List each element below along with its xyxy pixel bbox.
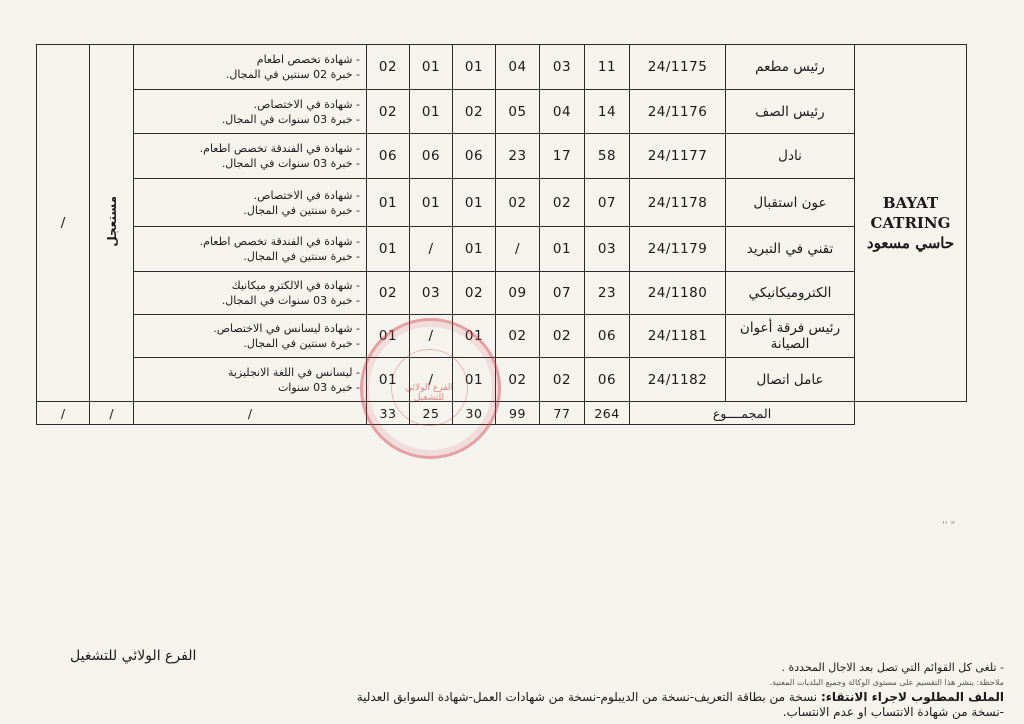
count-cell: 02 (496, 315, 540, 358)
count-cell: 03 (585, 227, 630, 272)
total-label: المجمــــوع (630, 402, 855, 425)
count-cell: 02 (367, 45, 410, 90)
count-cell: 07 (540, 272, 585, 315)
count-cell: / (496, 227, 540, 272)
total-cell: 33 (367, 402, 410, 425)
requirements-cell: - شهادة في الاختصاص. - خبرة 03 سنوات في المجال. (134, 90, 367, 134)
count-cell: / (410, 358, 453, 402)
count-cell: 01 (453, 315, 496, 358)
count-cell: 02 (540, 315, 585, 358)
count-cell: 01 (453, 227, 496, 272)
requirements-cell: - شهادة في الفندقة تخصص اطعام. - خبرة سنتين في المجال. (134, 227, 367, 272)
count-cell: 02 (496, 179, 540, 227)
count-cell: 04 (540, 90, 585, 134)
count-cell: 23 (585, 272, 630, 315)
count-cell: 06 (585, 358, 630, 402)
notes-block (304, 660, 1004, 720)
note-deadline: - تلغى كل القوائم التي تصل بعد الاجال المحددة . (781, 661, 1004, 674)
table-row (37, 272, 967, 315)
count-cell: 01 (410, 179, 453, 227)
table-row (37, 358, 967, 402)
count-cell: 01 (410, 90, 453, 134)
offer-code: 24/1180 (630, 272, 726, 315)
count-cell: 01 (453, 45, 496, 90)
total-cell: 264 (585, 402, 630, 425)
table-row (37, 179, 967, 227)
count-cell: 01 (453, 179, 496, 227)
table-row (37, 90, 967, 134)
offer-code: 24/1181 (630, 315, 726, 358)
count-cell: 07 (585, 179, 630, 227)
requirements-cell: - شهادة في الاختصاص. - خبرة سنتين في المجال. (134, 179, 367, 227)
job-title: رئيس مطعم (726, 45, 855, 90)
count-cell: 01 (367, 358, 410, 402)
count-cell: 01 (540, 227, 585, 272)
note-publication: ملاحظة: ينشر هذا التقسيم على مستوى الوكالة وجميع البلديات المعنية. (769, 678, 1004, 687)
note-affiliation: -نسخة من شهادة الانتساب او عدم الانتساب. (782, 705, 1004, 719)
total-cell: 25 (410, 402, 453, 425)
table-row (37, 227, 967, 272)
count-cell: 02 (540, 358, 585, 402)
total-slash: / (134, 402, 367, 425)
count-cell: 05 (496, 90, 540, 134)
count-cell: 02 (496, 358, 540, 402)
urgency-label: مستعجل (104, 195, 119, 247)
count-cell: 02 (540, 179, 585, 227)
table-row (37, 45, 967, 90)
job-offers-table (36, 44, 967, 425)
count-cell: 58 (585, 134, 630, 179)
count-cell: / (410, 227, 453, 272)
total-slash: / (37, 402, 90, 425)
total-row (37, 402, 967, 425)
count-cell: 23 (496, 134, 540, 179)
count-cell: 02 (367, 272, 410, 315)
side-note: / (60, 215, 66, 231)
offer-code: 24/1178 (630, 179, 726, 227)
requirements-cell: - ليسانس في اللغة الانجليزية - خبرة 03 سنوات (134, 358, 367, 402)
offer-code: 24/1177 (630, 134, 726, 179)
count-cell: 06 (410, 134, 453, 179)
job-title: رئيس فرقة أعوان الصيانة (726, 315, 855, 358)
requirements-cell: - شهادة تخصص اطعام - خبرة 02 سنتين في المجال. (134, 45, 367, 90)
count-cell: 04 (496, 45, 540, 90)
company-name-line1: BAYAT (882, 194, 939, 212)
offer-code: 24/1182 (630, 358, 726, 402)
side-note-cell (37, 45, 90, 402)
count-cell: 03 (540, 45, 585, 90)
count-cell: 11 (585, 45, 630, 90)
scan-mark: '' " (942, 520, 956, 531)
requirements-cell: - شهادة في الفندقة تخصص اطعام. - خبرة 03 سنوات في المجال. (134, 134, 367, 179)
count-cell: 02 (367, 90, 410, 134)
offer-code: 24/1176 (630, 90, 726, 134)
count-cell: 06 (367, 134, 410, 179)
count-cell: 17 (540, 134, 585, 179)
count-cell: 14 (585, 90, 630, 134)
count-cell: 01 (367, 179, 410, 227)
count-cell: / (410, 315, 453, 358)
offer-code: 24/1175 (630, 45, 726, 90)
count-cell: 01 (367, 315, 410, 358)
total-cell: 77 (540, 402, 585, 425)
signature-block: الفرع الولائي للتشغيل (70, 648, 197, 664)
table-row (37, 315, 967, 358)
job-title: الكتروميكانيكي (726, 272, 855, 315)
urgency-cell (90, 45, 134, 402)
offer-code: 24/1179 (630, 227, 726, 272)
count-cell: 01 (367, 227, 410, 272)
company-location: حاسي مسعود (866, 234, 955, 252)
stamp-text: الفرع الولائي للتشغيل (404, 383, 454, 403)
count-cell: 01 (410, 45, 453, 90)
company-cell (855, 45, 967, 402)
job-title: تقني في التبريد (726, 227, 855, 272)
count-cell: 03 (410, 272, 453, 315)
total-slash: / (90, 402, 134, 425)
count-cell: 06 (585, 315, 630, 358)
job-title: عامل اتصال (726, 358, 855, 402)
count-cell: 02 (453, 90, 496, 134)
requirements-cell: - شهادة ليسانس في الاختصاص. - خبرة سنتين في المجال. (134, 315, 367, 358)
count-cell: 09 (496, 272, 540, 315)
table-row (37, 134, 967, 179)
count-cell: 01 (453, 358, 496, 402)
job-title: رئيس الصف (726, 90, 855, 134)
job-title: نادل (726, 134, 855, 179)
count-cell: 06 (453, 134, 496, 179)
total-cell: 99 (496, 402, 540, 425)
note-required-files: الملف المطلوب لاجراء الانتقاء: نسخة من بطاقة التعريف-نسخة من الديبلوم-نسخة من شهادات العمل-شهادة السوابق العدلية (356, 690, 1004, 704)
total-cell: 30 (453, 402, 496, 425)
company-name-line2: CATRING (870, 214, 951, 232)
requirements-cell: - شهادة في الالكترو ميكانيك - خبرة 03 سنوات في المجال. (134, 272, 367, 315)
job-title: عون استقبال (726, 179, 855, 227)
count-cell: 02 (453, 272, 496, 315)
